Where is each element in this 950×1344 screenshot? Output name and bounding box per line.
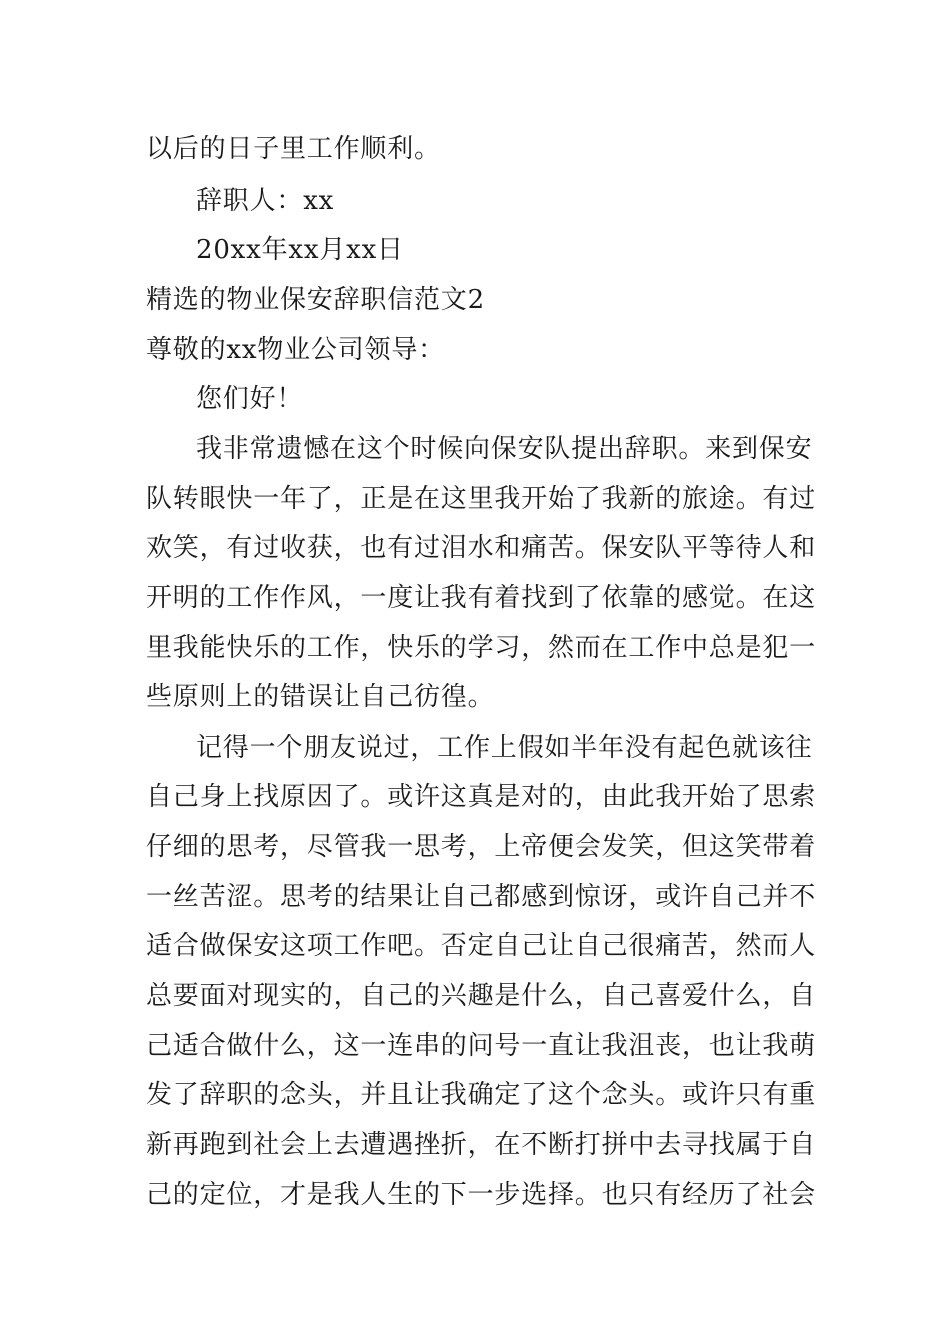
paragraph-line: 仔细的思考，尽管我一思考，上帝便会发笑，但这笑带着 [146,832,817,862]
paragraph-line: 发了辞职的念头，并且让我确定了这个念头。或许只有重 [146,1080,817,1110]
paragraph-line: 一丝苦涩。思考的结果让自己都感到惊讶，或许自己并不 [146,882,817,912]
paragraph-line: 总要面对现实的，自己的兴趣是什么，自己喜爱什么，自 [146,981,817,1011]
paragraph-line: 里我能快乐的工作，快乐的学习，然而在工作中总是犯一 [146,633,817,663]
paragraph-line: 己的定位，才是我人生的下一步选择。也只有经历了社会 [146,1180,817,1210]
paragraph-line: 欢笑，有过收获，也有过泪水和痛苦。保安队平等待人和 [146,533,817,563]
paragraph-line: 开明的工作作风，一度让我有着找到了依靠的感觉。在这 [146,583,817,613]
paragraph-line: 队转眼快一年了，正是在这里我开始了我新的旅途。有过 [146,484,817,514]
greeting: 您们好！ [196,384,304,414]
text-line-closing-wish: 以后的日子里工作顺利。 [146,134,441,164]
text-line-date: 20xx年xx月xx日 [196,235,404,265]
paragraph-line: 我非常遗憾在这个时候向保安队提出辞职。来到保安 [196,434,813,464]
paragraph-line: 己适合做什么，这一连串的问号一直让我沮丧，也让我萌 [146,1031,817,1061]
paragraph-line: 些原则上的错误让自己彷徨。 [146,682,495,712]
paragraph-line: 适合做保安这项工作吧。否定自己让自己很痛苦，然而人 [146,931,817,961]
paragraph-line: 新再跑到社会上去遭遇挫折，在不断打拼中去寻找属于自 [146,1130,817,1160]
section-heading: 精选的物业保安辞职信范文2 [146,285,485,315]
paragraph-line: 自己身上找原因了。或许这真是对的，由此我开始了思索 [146,782,817,812]
salutation: 尊敬的xx物业公司领导： [146,335,445,365]
paragraph-line: 记得一个朋友说过，工作上假如半年没有起色就该往 [196,733,813,763]
text-line-signer: 辞职人：xx [196,186,335,216]
